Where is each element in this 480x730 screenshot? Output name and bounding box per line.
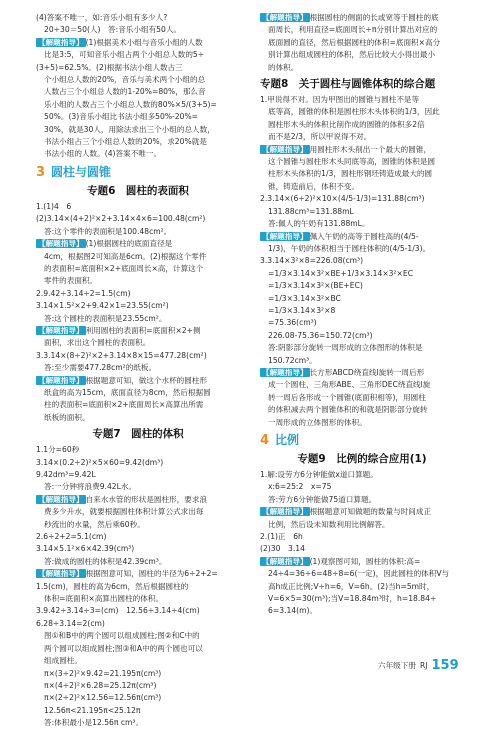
hint-label: 【解题指导】: [262, 231, 308, 241]
text-line: 个小组总人数的20%，音乐与美术两个小组的总: [44, 75, 206, 85]
text-line: 面积，求出这个圆柱的表面积。: [44, 338, 151, 348]
text-line: 131.88cm³=131.88mL: [268, 206, 354, 216]
text-line: 书法小组的人数。(4)答案不唯一。: [44, 149, 162, 159]
text-line: 答:阴影部分旋转一周形成的立体图形的体积是: [268, 343, 423, 353]
hint-label: 【解题指导】: [262, 144, 308, 154]
text-line: (2)3.14×(4+2)²×2+3.14×4×6=100.48(cm²): [36, 214, 206, 224]
text-line: x:6=25:2 x=75: [268, 482, 332, 492]
text-line: 24÷4=36÷6=48÷8=6(一定)，因此圆柱的体积V与: [268, 569, 450, 579]
text-line: 别计算出组成圆柱的体积，然后比较大小得出最小: [268, 50, 436, 60]
text-line: 1/3)，午奶的体积相当于圆柱体积的(4/5-1/3)。: [268, 243, 431, 253]
text-line: 比例，然后设未知数利用比例解答。: [268, 519, 390, 529]
text-line: 150.72cm³。: [268, 355, 317, 365]
section-body: [260, 94, 464, 429]
text-line: 答:劳方6分钟能做75道口算题。: [268, 494, 377, 504]
text-line: (3+5)=62.5%。(2)根据书法小组人数占三: [36, 62, 183, 72]
section-body: [36, 201, 240, 424]
text-line: 的体积。: [268, 62, 299, 72]
text-line: (4)答案不唯一，如:音乐小组有多少人?: [36, 13, 168, 22]
text-line: 50%。(3)音乐小组比书法小组多50%-20%=: [44, 112, 199, 122]
text-line: 答:这个圆柱的表面积是23.55cm²。: [44, 313, 167, 323]
text-line: 1.解:设劳方6分钟能做x道口算题。: [260, 470, 378, 479]
text-line: 【解题指导】 用圆柱形木头削出一个最大的圆锥，: [262, 144, 432, 154]
text-line: 【解题指导】 根据圆柱的侧面的长或宽等于圆柱的底: [262, 13, 439, 22]
text-line: 乐小组的人数占三个小组总人数的80%×5/(3+5)=: [44, 99, 217, 109]
text-line: π×(2÷2)²×12.56=12.56π(cm³): [44, 693, 162, 703]
text-line: 【解题指导】 根据题意可知做题的数量与时间成正: [262, 507, 432, 517]
text-line: 3.14×(0.2÷2)²×5×60=9.42(dm³): [36, 457, 164, 467]
chapter-number: 3: [36, 164, 46, 180]
text-line: π×(4÷2)²×6.28=25.12π(cm³): [44, 680, 157, 690]
hint-label: 【解题指导】: [262, 367, 308, 377]
text-line: 底等高，圆锥的体积是圆柱形木头体积的1/3，因此: [268, 107, 440, 117]
text-line: 6.28÷3.14=2(cm): [36, 618, 105, 628]
text-line: V=6×5=30(m³);当V=18.84m³时，h=18.84÷: [268, 594, 437, 604]
hint-label: 【解题指导】: [262, 13, 308, 22]
text-line: 这个圆锥与圆柱形木头同底等高，圆锥的体积是圆: [268, 157, 436, 167]
text-line: 【解题指导】 佩入午奶的高等于圆柱高的(4/5-: [262, 231, 419, 241]
text-line: =1/3×3.14×3²×(BE+EC): [268, 281, 363, 291]
text-line: 纸盒的高为15cm，底面直径为8cm，然后根据圆: [44, 387, 211, 397]
text-line: 2.6÷2+2=5.1(cm): [36, 532, 107, 542]
text-line: 的表面积=底面积×2+底面周长×高，计算这个: [44, 263, 204, 273]
text-line: =1/3×3.14×3²×BC: [268, 293, 341, 303]
text-line: 226.08-75.36=150.72(cm³): [268, 330, 373, 340]
hint-label: 【解题指导】: [38, 37, 84, 47]
hint-label: 【解题指导】: [38, 325, 84, 335]
text-line: 柱形木头体积的1/3，圆柱形钢坯铸造成最大的圆: [268, 169, 433, 179]
text-line: 1.甲说得不对。因为甲图出的圆锥与圆柱不是等: [260, 95, 420, 105]
text-line: 3.9.42÷3.14÷3=(cm) 12.56÷3.14÷4(cm): [36, 606, 200, 616]
chapter-title: 圆柱与圆锥: [51, 164, 112, 179]
hint-label: 【解题指导】: [262, 507, 308, 517]
text-line: =1/3×3.14×3²×BE+1/3×3.14×3²×EC: [268, 268, 414, 278]
text-line: 【解题指导】 利用圆柱的表面积=底面积×2+侧: [38, 325, 201, 335]
text-line: 【解题指导】 根据图意可知，圆柱的半径为6÷2+2=: [38, 569, 218, 579]
text-line: 书法小组占三个小组总人数的20%，求20%就是: [44, 137, 207, 147]
text-line: 2.(1)正 6h: [260, 532, 303, 542]
text-line: 12.56π<21.195π<25.12π: [44, 705, 141, 715]
text-line: 组成圆柱。: [44, 656, 82, 666]
text-line: 成一个圆柱，三角形ABE、三角形DEC绕直线l旋: [268, 380, 431, 390]
text-line: 20÷30＝50(人) 答:音乐小组有50人。: [44, 25, 182, 35]
hint-label: 【解题指导】: [38, 375, 84, 385]
text-line: 而不是2/3，所以甲说得不对。: [268, 132, 372, 142]
text-line: 3.14×1.5²×2+9.42×1=23.55(cm²): [36, 301, 169, 311]
text-line: 【解题指导】 根据题意可知，做这个水杯的圆柱形: [38, 375, 208, 385]
chapter-heading: [36, 164, 240, 181]
text-line: 【解题指导】 (1)观察图可知，圆柱的体积:高=: [262, 556, 421, 566]
text-line: π×(3÷2)²×9.42=21.195π(cm³): [44, 668, 162, 678]
section-title: 专题8 关于圆柱与圆锥体积的综合题: [260, 78, 436, 91]
text-line: 3.14×5.1²×6×42.39(cm³): [36, 544, 135, 554]
chapter-number: 4: [260, 433, 270, 448]
hint-label: 【解题指导】: [262, 556, 308, 566]
text-line: 体积=底面积×高算出圆柱的体积。: [44, 594, 164, 604]
text-line: 柱的表面积=底面积×2+底面周长×高算出所需: [44, 400, 204, 410]
text-line: 人数占三个小组总人数的1-20%=80%，那么音: [44, 87, 206, 97]
page-footer: [378, 660, 458, 676]
text-line: 转一周后各形成一个圆锥(底面积相等)，用圆柱: [268, 392, 426, 402]
text-line: 锥，铸造前后，体积不变。: [268, 181, 360, 191]
text-line: 图①和B中的两个圆可以组成圆柱;图②和C中的: [44, 631, 200, 641]
text-line: 答:佩人的午奶有131.88mL。: [268, 219, 370, 229]
left-intro-block: [36, 12, 240, 161]
text-line: 6=3.14(m)。: [268, 606, 318, 616]
text-line: =75.36(cm³): [268, 318, 317, 328]
left-column: [36, 12, 240, 730]
right-column: [260, 12, 464, 618]
text-line: 2.3.14×(6÷2)²×10×(4/5-1/3)=131.88(cm³): [260, 194, 425, 204]
section-body: [260, 469, 464, 618]
text-line: 答:体积最小是12.56π cm³。: [44, 718, 144, 728]
text-line: 圆柱形木头的体积比削作成的圆锥的体积多2倍: [268, 119, 425, 129]
text-line: 4cm，根据图2可知高是6cm。(2)根据这个零件: [44, 251, 207, 261]
text-line: 比是3:5，可知音乐小组占两个小组总人数的5÷: [44, 50, 205, 60]
text-line: 两个圆可以组成圆柱;图③和A中的两个圆也可以: [44, 643, 203, 653]
section-title: 专题9 比例的综合应用(1): [297, 453, 427, 465]
text-line: 1.5(cm)，圆柱的高为6cm，然后根据圆柱的: [36, 581, 189, 591]
section-title: 专题6 圆柱的表面积: [87, 184, 189, 197]
text-line: 2.9.42÷3.14÷2=1.5(cm): [36, 288, 131, 298]
text-line: 【解题指导】 (1)根据圆柱的底面直径是: [38, 239, 173, 249]
chapter-heading: [260, 432, 464, 449]
text-line: 9.42dm³=9.42L: [36, 470, 96, 479]
text-line: 答:至少需要477.28cm²的纸板。: [44, 363, 157, 373]
text-line: 高h成正比例;V÷h=6，V=6h。(2)当h=5m时，: [268, 581, 435, 591]
chapter-title: 比例: [275, 433, 300, 447]
text-line: 零件的表面积。: [44, 276, 98, 286]
text-line: 秒流出的水量，然后乘60秒。: [44, 519, 145, 529]
text-line: 【解题指导】 长方形ABCD绕直线l旋转一周后形: [262, 367, 425, 377]
right-intro-block: [260, 12, 464, 74]
section-body: [36, 444, 240, 729]
grade-label: 六年级下册: [378, 661, 416, 670]
text-line: 答:做成的圆柱的体积是42.39cm³。: [44, 556, 167, 566]
text-line: 1.(1)4 6: [36, 201, 72, 211]
text-line: 纸板的面积。: [44, 412, 90, 422]
hint-label: 【解题指导】: [38, 494, 84, 504]
hint-label: 【解题指导】: [38, 239, 84, 249]
text-line: 【解题指导】 (1)根据美术小组与音乐小组的人数: [38, 37, 203, 47]
text-line: (2)30 3.14: [260, 544, 305, 554]
text-line: 1.1分=60秒: [36, 445, 80, 455]
hint-label: 【解题指导】: [38, 569, 84, 579]
text-line: 30%，就是30人，用除法求出三个小组的总人数，: [44, 124, 215, 134]
text-line: 的体积减去两个圆锥体积的和就是阴影部分旋转: [268, 405, 428, 415]
text-line: 底面圆的直径，然后根据圆柱的体积=底面积×高分: [268, 37, 441, 47]
text-line: =1/3×3.14×3²×8: [268, 305, 336, 315]
edition-label: RJ: [419, 661, 428, 670]
text-line: 一周形成的立体图形的体积。: [268, 417, 367, 427]
text-line: 答:这个零件的表面积是100.48cm²。: [44, 226, 172, 236]
text-line: 【解题指导】 自来水水管的形状是圆柱形，要求浪: [38, 494, 208, 504]
text-line: 面周长，利用直径=底面周长÷π分别计算出对应的: [268, 25, 438, 35]
text-line: 3.3.14×(8÷2)²×2+3.14×8×15=477.28(cm²): [36, 350, 207, 360]
text-line: 3.3.14×3²×8=226.08(cm³): [260, 256, 364, 266]
text-line: 答:一分钟将浪费9.42L水。: [44, 482, 137, 492]
text-line: 费多少升水，就要根据圆柱体积计算公式求出每: [44, 507, 204, 517]
page-number: 159: [431, 658, 459, 673]
section-title: 专题7 圆柱的体积: [92, 428, 184, 441]
